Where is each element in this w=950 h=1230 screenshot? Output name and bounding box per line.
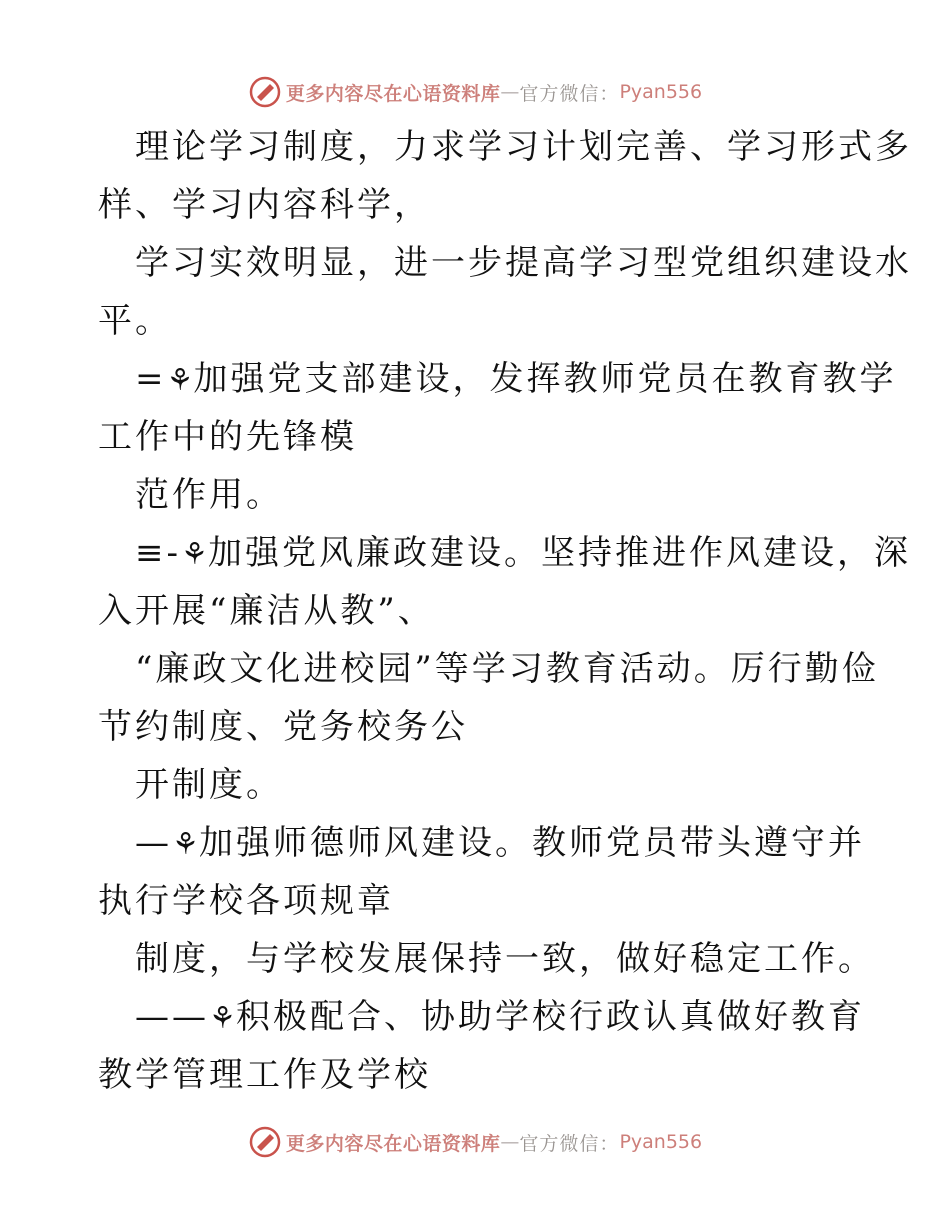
section-prefix: = [135,359,167,399]
section-prefix: —— [135,997,209,1037]
section-prefix: ≡- [135,533,181,573]
watermark-id: Pyan556 [619,1131,703,1153]
ornament-icon: ⚘ [180,537,211,572]
watermark-sub-text: 官方微信： [519,82,620,105]
text-line: 开制度。 [135,765,283,805]
ornament-icon: ⚘ [209,1001,239,1036]
watermark-logo-icon [248,1125,282,1159]
watermark-main-text: 更多内容尽在心语资料库 [285,82,501,105]
text-line: 学习实效明显，进一步提高学习型党组织建设水 [135,243,912,283]
watermark-sub-text: 官方微信： [519,1132,620,1155]
section-heading-line: ≡-⚘加强党风廉政建设。坚持推进作风建设，深 [98,524,858,582]
text-line: 范作用。 [135,475,283,515]
section-heading-line: —⚘加强师德师风建设。教师党员带头遵守并 [98,814,858,872]
text-line: 工作中的先锋模 [98,417,357,457]
watermark-logo-icon [248,75,282,109]
ornament-icon: ⚘ [172,827,202,862]
watermark-id: Pyan556 [619,81,703,103]
document-body [98,118,912,1104]
text-line: 节约制度、党务校务公 [98,707,468,747]
watermark-separator: — [500,81,520,103]
text-line: 制度，与学校发展保持一致，做好稳定工作。 [135,939,875,979]
text-line: 执行学校各项规章 [98,881,394,921]
section-prefix: — [135,823,172,863]
footer-watermark [0,1122,950,1162]
section-heading-line: ——⚘积极配合、协助学校行政认真做好教育 [98,988,858,1046]
text-line: 入开展“廉洁从教”、 [98,591,435,631]
watermark-separator: — [500,1131,520,1153]
header-watermark [0,72,950,112]
text-line: 教学管理工作及学校 [98,1055,431,1095]
text-line: 样、学习内容科学， [98,185,431,225]
ornament-icon: ⚘ [166,363,197,398]
text-line: 理论学习制度，力求学习计划完善、学习形式多 [135,127,912,167]
text-line: “廉政文化进校园”等学习教育活动。厉行勤俭 [135,649,879,689]
text-line: 平。 [98,301,172,341]
watermark-main-text: 更多内容尽在心语资料库 [285,1132,501,1155]
section-heading-line: =⚘加强党支部建设，发挥教师党员在教育教学 [98,350,858,408]
